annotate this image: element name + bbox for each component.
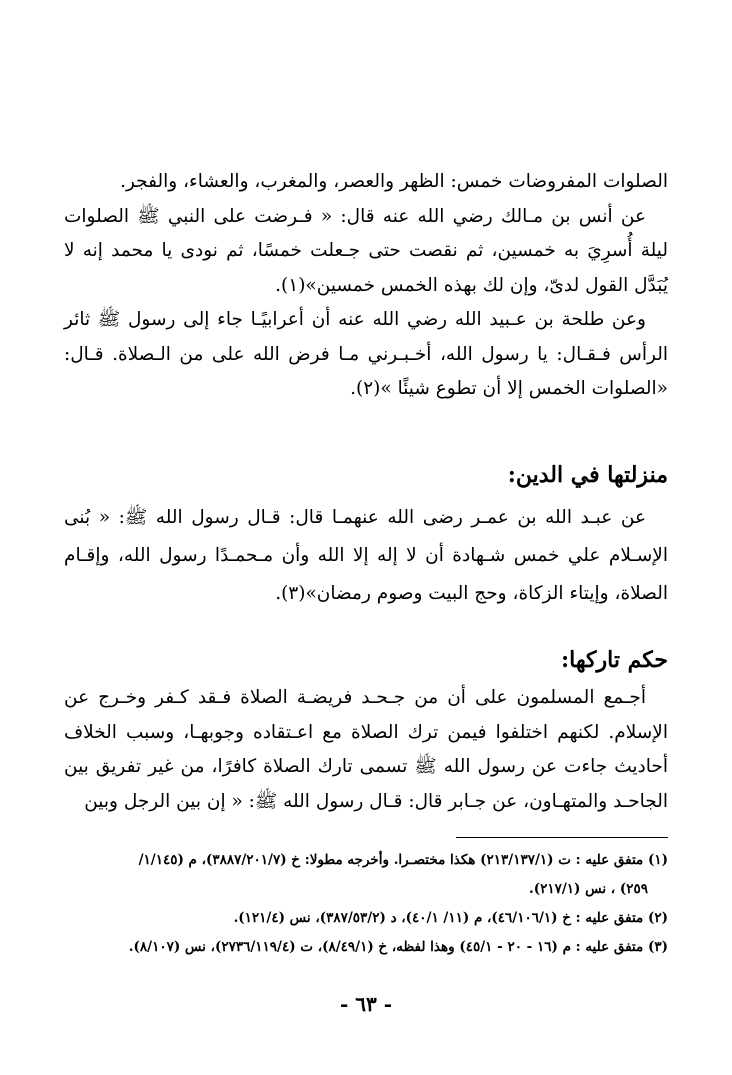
footnote-separator [456,837,668,838]
footnote-3: (٣) متفق عليه : م (١٦ - ٢٠ - ٤٥/١) وهذا لفظه، خ (٨/٤٩/١)، ت (٢٧٣٦/١١٩/٤)، نس (٨/١٠٧). [128,939,668,955]
paragraph-talha-hadith: وعن طلحة بن عـبيد الله رضي الله عنه أن أعرابيًـا جاء إلى رسول ﷺ ثائر الرأس فـقـال: يا رسول الله، أخـبـرني مـا فرض الله على من الـصلاة. قـال: «الصلوات الخمس إلا أن تطوع شيئًا »(٢). [64,309,668,399]
page-number: - ٦٣ - [339,992,392,1016]
heading-status-in-religion: منزلتها في الدين: [507,462,668,488]
paragraph-ibn-umar-hadith: عن عبـد الله بن عمـر رضى الله عنهمـا قال: قـال رسول الله ﷺ: « بُنى الإسـلام علي خمس شـهادة أن لا إله إلا الله وأن مـحمـدًا رسول الله، وإقـام الصلاة، وإيتاء الزكاة، وحج البيت وصوم رمضان»(٣). [64,507,668,604]
status-section [64,499,668,613]
paragraph-ruling: أجـمع المسلمون على أن من جـحـد فريضـة الصلاة فـقد كـفر وخـرج عن الإسلام. لكنهم اختلفوا فيمن ترك الصلاة مع اعـتقاده وجوبهـا، وسبب الخلاف أحاديث جاءت عن رسول الله ﷺ تسمى تارك الصلاة كافرًا، من غير تفريق بين الجاحـد والمتهـاون، عن جـابر قال: قـال رسول الله ﷺ: « إن بين الرجل وبين [64,687,668,812]
ruling-section [64,681,668,819]
paragraph-anas-hadith: عن أنس بن مـالك رضي الله عنه قال: « فـرضت على النبي ﷺ الصلوات ليلة أُسرِيَ به خمسين، ثم نقصت حتى جـعلت خمسًا، ثم نودى يا محمد إنه لا يُبَدَّل القول لدىّ، وإن لك بهذه الخمس خمسين»(١). [64,205,668,296]
footnotes [62,846,668,962]
footnote-1: (١) متفق عليه : ت (٢١٣/١٣٧/١) هكذا مختصـرا. وأخرجه مطولا: خ (٣٨٨٧/٢٠١/٧)، م (١/١٤٥/ [138,852,668,868]
intro-section [64,165,668,407]
heading-ruling-on-abandoner: حكم تاركها: [561,647,668,673]
footnote-2: (٢) متفق عليه : خ (٤٦/١٠٦/١)، م (١١/ ٤٠/١)، د (٣٨٧/٥٣/٢)، نس (١٢١/٤). [233,910,668,926]
footnote-1-continuation: ٢٥٩) ، نس (٢١٧/١). [529,881,648,897]
paragraph-prayers: الصلوات المفروضات خمس: الظهر والعصر، والمغرب، والعشاء، والفجر. [120,171,668,192]
